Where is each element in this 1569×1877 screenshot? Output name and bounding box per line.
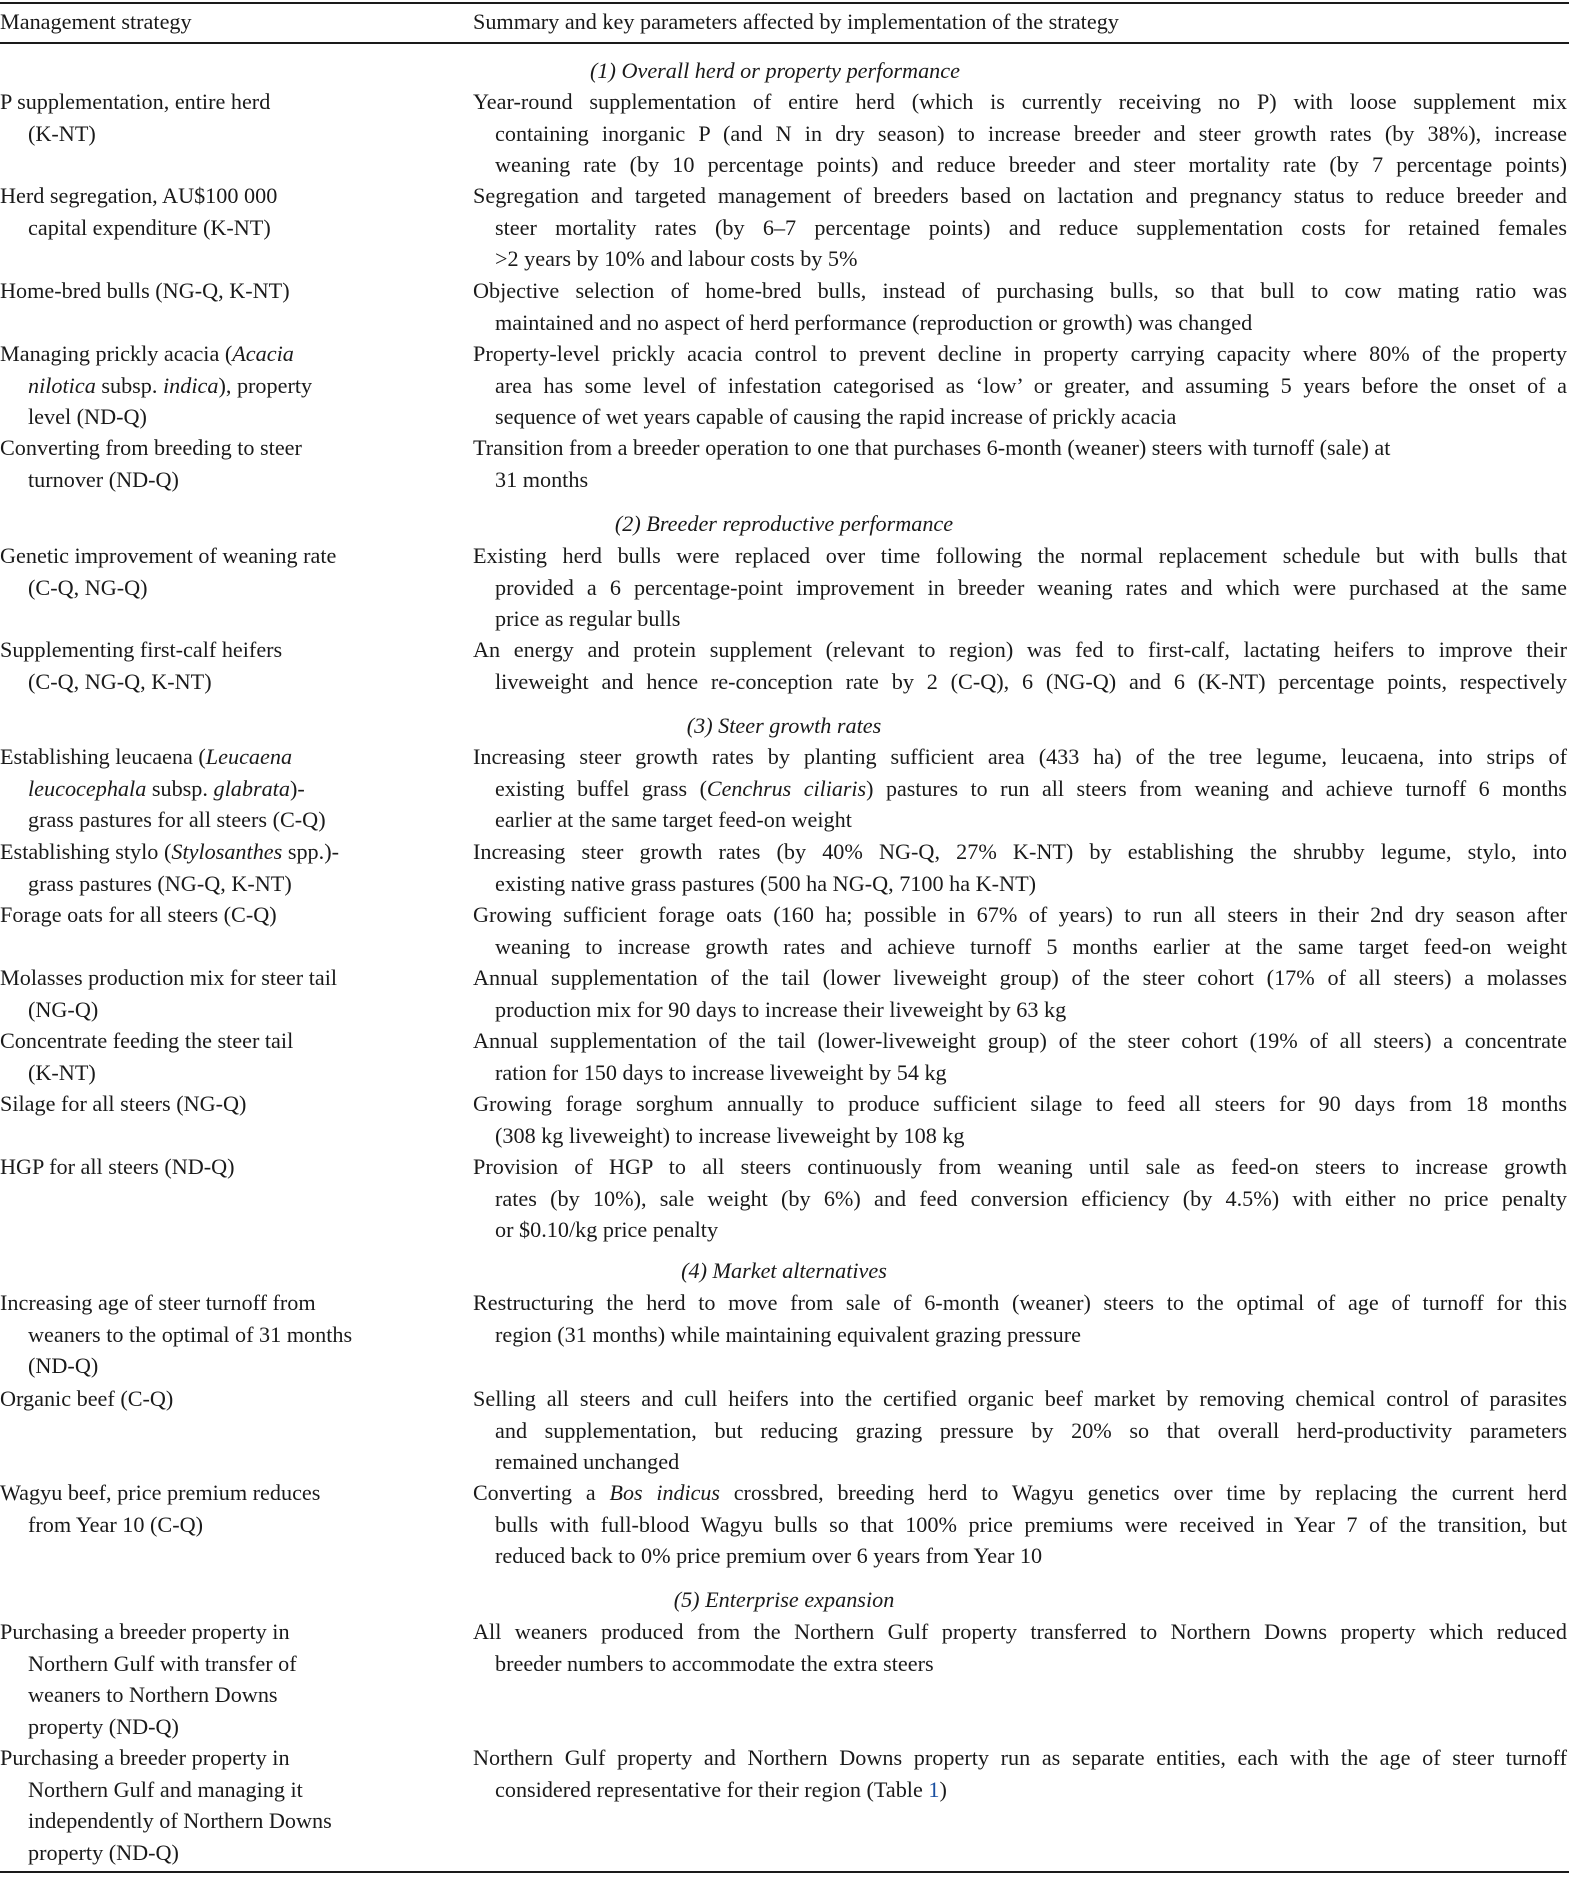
table-row-summary: All weaners produced from the Northern Gulf property transferred to Northern Downs property which reduced breeder numbers to accommodate the extra steers: [473, 1619, 1567, 1676]
table-row-strategy: HGP for all steers (ND-Q): [0, 1154, 235, 1179]
table-row-summary: Objective selection of home-bred bulls, instead of purchasing bulls, so that bull to cow mating ratio was maintained and no aspect of herd performance (reproduction or growth) was changed: [473, 278, 1567, 335]
section-heading-4: (4) Market alternatives: [681, 1258, 887, 1283]
table-row-summary: Year-round supplementation of entire herd (which is currently receiving no P) with loose supplement mix containing inorganic P (and N in dry season) to increase breeder and steer growth rates (by 38%), increase weaning rate (by 10 percentage points) and reduce breeder and steer mortality rate (by 7 percentage points): [473, 89, 1567, 177]
table-row-summary: Restructuring the herd to move from sale of 6-month (weaner) steers to the optimal of age of turnoff for this region (31 months) while maintaining equivalent grazing pressure: [473, 1290, 1567, 1347]
table-reference-link[interactable]: 1: [928, 1776, 940, 1802]
table-row-strategy: Organic beef (C-Q): [0, 1386, 174, 1411]
header-rule: [0, 42, 1569, 44]
table-row-summary: Segregation and targeted management of breeders based on lactation and pregnancy status to reduce breeder and steer mortality rates (by 6–7 percentage points) and reduce supplementation costs for retained females >2 years by 10% and labour costs by 5%: [473, 183, 1567, 271]
table-row-summary: Annual supplementation of the tail (lower liveweight group) of the steer cohort (17% of all steers) a molasses production mix for 90 days to increase their liveweight by 63 kg: [473, 965, 1567, 1022]
table-row-summary: Converting a Bos indicus crossbred, breeding herd to Wagyu genetics over time by replacing the current herd bulls with full-blood Wagyu bulls so that 100% price premiums were received in Year 7 of the transition, but reduced back to 0% price premium over 6 years from Year 10: [473, 1480, 1567, 1568]
table-row-strategy: Purchasing a breeder property in Northern Gulf with transfer of weaners to Northern Downs property (ND-Q): [0, 1619, 297, 1739]
table-row-strategy: Home-bred bulls (NG-Q, K-NT): [0, 278, 290, 303]
table-row-summary: Annual supplementation of the tail (lower-liveweight group) of the steer cohort (19% of all steers) a concentrate ration for 150 days to increase liveweight by 54 kg: [473, 1028, 1567, 1085]
table-bottom-rule: [0, 1871, 1569, 1873]
table-row-summary: Selling all steers and cull heifers into the certified organic beef market by removing chemical control of parasites and supplementation, but reducing grazing pressure by 20% so that overall herd-productivity parameters remained unchanged: [473, 1386, 1567, 1474]
column-header-summary: Summary and key parameters affected by implementation of the strategy: [473, 9, 1119, 34]
table-row-summary: Property-level prickly acacia control to prevent decline in property carrying capacity where 80% of the property area has some level of infestation categorised as ‘low’ or greater, and assuming 5 years before the onset of a sequence of wet years capable of causing the rapid increase of prickly acacia: [473, 341, 1567, 429]
table-row-strategy: Forage oats for all steers (C-Q): [0, 902, 277, 927]
table-row-strategy: Molasses production mix for steer tail (NG-Q): [0, 965, 338, 1022]
table-row-strategy: Establishing stylo (Stylosanthes spp.)- grass pastures (NG-Q, K-NT): [0, 839, 339, 896]
table-row-strategy: Supplementing first-calf heifers (C-Q, NG-Q, K-NT): [0, 637, 283, 694]
table-row-strategy: Establishing leucaena (Leucaena leucocephala subsp. glabrata)- grass pastures for all steers (C-Q): [0, 744, 326, 832]
table-row-summary: An energy and protein supplement (relevant to region) was fed to first-calf, lactating heifers to improve their liveweight and hence re-conception rate by 2 (C-Q), 6 (NG-Q) and 6 (K-NT) percentage points, respectively: [473, 637, 1567, 694]
table-row-strategy: Wagyu beef, price premium reduces from Year 10 (C-Q): [0, 1480, 321, 1537]
table-row-strategy: Herd segregation, AU$100 000 capital expenditure (K-NT): [0, 183, 278, 240]
table-top-rule: [0, 2, 1569, 4]
section-heading-1: (1) Overall herd or property performance: [590, 58, 960, 83]
table-row-strategy: Genetic improvement of weaning rate (C-Q, NG-Q): [0, 543, 337, 600]
table-row-strategy: P supplementation, entire herd (K-NT): [0, 89, 271, 146]
table-row-summary: Increasing steer growth rates by planting sufficient area (433 ha) of the tree legume, leucaena, into strips of existing buffel grass (Cenchrus ciliaris) pastures to run all steers from weaning and achieve turnoff 6 months earlier at the same target feed-on weight: [473, 744, 1567, 832]
table-row-strategy: Converting from breeding to steer turnover (ND-Q): [0, 435, 302, 492]
table-row-strategy: Silage for all steers (NG-Q): [0, 1091, 247, 1116]
table-row-summary: Provision of HGP to all steers continuously from weaning until sale as feed-on steers to increase growth rates (by 10%), sale weight (by 6%) and feed conversion efficiency (by 4.5%) with either no price penalty or $0.10/kg price penalty: [473, 1154, 1567, 1242]
table-row-summary: Growing sufficient forage oats (160 ha; possible in 67% of years) to run all steers in their 2nd dry season after weaning to increase growth rates and achieve turnoff 5 months earlier at the same target feed-on weight: [473, 902, 1567, 959]
column-header-strategy: Management strategy: [0, 9, 192, 34]
table-row-summary: Existing herd bulls were replaced over time following the normal replacement schedule but with bulls that provided a 6 percentage-point improvement in breeder weaning rates and which were purchased at the same price as regular bulls: [473, 543, 1567, 631]
section-heading-5: (5) Enterprise expansion: [673, 1587, 895, 1612]
table-row-strategy: Concentrate feeding the steer tail (K-NT): [0, 1028, 294, 1085]
table-row-summary: Transition from a breeder operation to one that purchases 6-month (weaner) steers with turnoff (sale) at 31 months: [473, 435, 1391, 492]
table-row-strategy: Purchasing a breeder property in Northern Gulf and managing it independently of Northern Downs property (ND-Q): [0, 1745, 332, 1865]
table-row-strategy: Managing prickly acacia (Acacia nilotica subsp. indica), property level (ND-Q): [0, 341, 313, 429]
section-heading-2: (2) Breeder reproductive performance: [614, 511, 954, 536]
section-heading-3: (3) Steer growth rates: [686, 713, 882, 738]
table-row-summary: Growing forage sorghum annually to produce sufficient silage to feed all steers for 90 days from 18 months (308 kg liveweight) to increase liveweight by 108 kg: [473, 1091, 1567, 1148]
table-row-summary: Northern Gulf property and Northern Downs property run as separate entities, each with the age of steer turnoff considered representative for their region (Table 1): [473, 1745, 1567, 1802]
table-row-strategy: Increasing age of steer turnoff from weaners to the optimal of 31 months (ND-Q): [0, 1290, 353, 1378]
table-row-summary: Increasing steer growth rates (by 40% NG-Q, 27% K-NT) by establishing the shrubby legume, stylo, into existing native grass pastures (500 ha NG-Q, 7100 ha K-NT): [473, 839, 1567, 896]
